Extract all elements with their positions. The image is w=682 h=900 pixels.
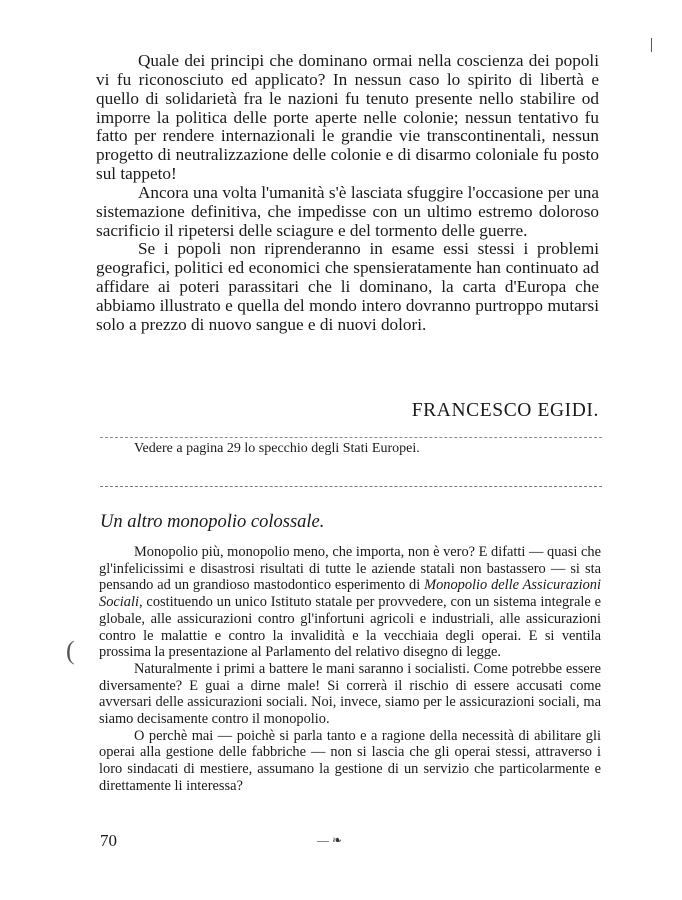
footnote: Vedere a pagina 29 lo specchio degli Stati Europei. bbox=[134, 441, 420, 456]
section-paragraph: Naturalmente i primi a battere le mani saranno i socialisti. Come potrebbe essere diversamente? E guai a dirne male! Si correrà il rischio di essere accusati come avversari delle assicurazioni sociali. Noi, invece, siamo per le assicurazioni sociali, ma siamo decisamente contro il monopolio. bbox=[99, 660, 601, 728]
italic-institution-name: Monopolio delle Assicurazioni Sociali bbox=[99, 577, 601, 611]
page-number: 70 bbox=[100, 831, 117, 850]
article-paragraph: Quale dei principi che dominano ormai nella coscienza dei popoli vi fu riconosciuto ed applicato? In nessun caso lo spirito di libertà e quello di solidarietà fra le nazioni fu tenuto presente nello stabilire od imporre la politica delle porte aperte nelle colonie; nessun tentativo fu fatto per rendere internazionali le grandie vie transcontinentali, nessun progetto di neutralizzazione delle colonie e di disarmo coloniale fu posto sul tappeto! bbox=[96, 51, 599, 184]
margin-bracket-mark: ( bbox=[66, 636, 75, 665]
section-body bbox=[99, 544, 601, 795]
section-paragraph bbox=[99, 544, 601, 661]
section-paragraph: O perchè mai — poichè si parla tanto e a ragione della necessità di abilitare gli operai alla gestione delle fabbriche — non si lascia che gli operai stessi, attraverso i loro sindacati di mestiere, assumano la gestione di un servizio che particolarmente e direttamente li interessa? bbox=[99, 727, 601, 794]
article-conclusion bbox=[96, 52, 599, 335]
divider-dashed bbox=[100, 437, 602, 438]
author-signature: FRANCESCO EGIDI. bbox=[411, 400, 599, 421]
paragraph-text: Monopolio più, monopolio meno, che importa, non è vero? E difatti — quasi che gl'infelicissimi e disastrosi risultati di tutte le aziende statali non bastassero — si sta pensando ad un grandioso mastodontico esperimento di bbox=[99, 544, 601, 594]
footer-ornament: — ❧ bbox=[317, 833, 343, 847]
section-divider bbox=[100, 486, 602, 487]
section-title: Un altro monopolio colossale. bbox=[100, 512, 325, 532]
page-edge-mark bbox=[651, 38, 652, 52]
article-paragraph: Se i popoli non riprenderanno in esame essi stessi i problemi geografici, politici ed economici che spensieratamente han continuato ad affidare ai poteri parassitari che li dominano, la carta d'Europa che abbiamo illustrato e quella del mondo intero dovranno purtroppo mutarsi solo a prezzo di nuovo sangue e di nuovi dolori. bbox=[96, 239, 599, 334]
paragraph-text: , costituendo un unico Istituto statale per provvedere, con un sistema integrale e globale, alle assicurazioni contro gl'infortuni agricoli e industriali, alle assicurazioni contro le malattie e contro la invalidità e la vecchiaia degli operai. E si ventila prossima la presentazione al Parlamento del relativo disegno di legge. bbox=[99, 594, 601, 661]
article-paragraph: Ancora una volta l'umanità s'è lasciata sfuggire l'occasione per una sistemazione definitiva, che impedisse con un ultimo estremo doloroso sacrificio il ripetersi delle sciagure e del tormento delle guerre. bbox=[96, 182, 599, 240]
